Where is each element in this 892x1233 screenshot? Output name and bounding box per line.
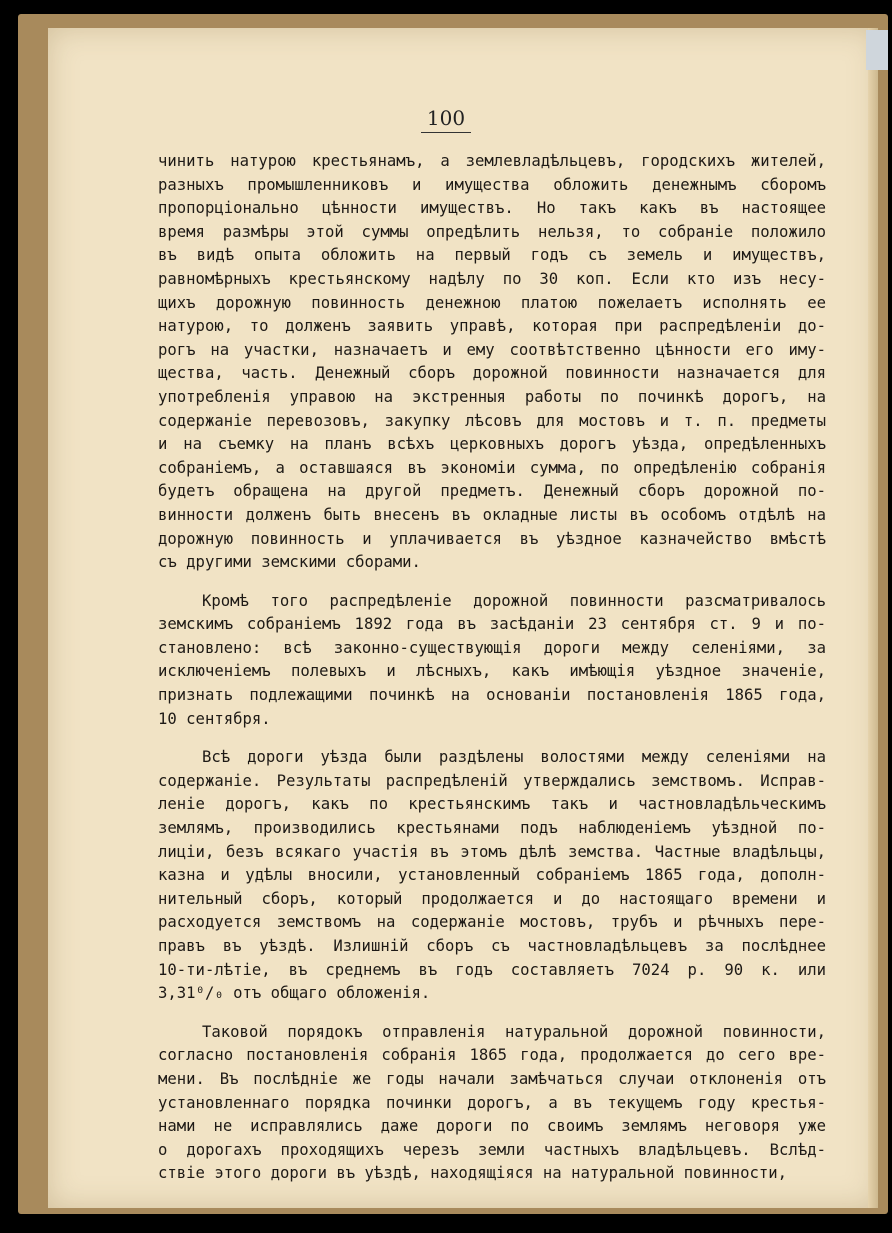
- text-line: Таковой порядокъ отправленія натуральной дорожной повинности,: [202, 1022, 826, 1041]
- text-line: о дорогахъ проходящихъ черезъ земли частныхъ владѣльцевъ. Вслѣд-: [158, 1140, 826, 1159]
- text-line: лиціи, безъ всякаго участія въ этомъ дѣлѣ земства. Частные владѣльцы,: [158, 842, 826, 861]
- text-line: будетъ обращена на другой предметъ. Денежный сборъ дорожной по-: [158, 482, 826, 501]
- text-line: винности долженъ быть внесенъ въ окладные листы въ особомъ отдѣлѣ на: [158, 505, 826, 524]
- text-line: рогъ на участки, назначаетъ и ему соотвѣтственно цѣнности его иму-: [158, 340, 826, 359]
- text-line: ствіе этого дороги въ уѣздѣ, находящіяся на натуральной повинности,: [158, 1164, 788, 1183]
- text-line: пропорціонально цѣнности имуществъ. Но такъ какъ въ настоящее: [158, 199, 826, 218]
- text-line: согласно постановленія собранія 1865 года, продолжается до сего вре-: [158, 1046, 826, 1065]
- text-line: Кромѣ того распредѣленіе дорожной повинности разсматривалось: [202, 591, 826, 610]
- text-line: щества, часть. Денежный сборъ дорожной повинности назначается для: [158, 364, 826, 383]
- text-line: Всѣ дороги уѣзда были раздѣлены волостями между селеніями на: [202, 748, 826, 767]
- text-line: 10 сентября.: [158, 709, 271, 728]
- text-line: содержаніе. Результаты распредѣленій утверждались земствомъ. Исправ-: [158, 771, 826, 790]
- text-line: и на съемку на планъ всѣхъ церковныхъ дорогъ уѣзда, опредѣленныхъ: [158, 435, 826, 454]
- page-tab: [866, 30, 888, 70]
- text-line: землямъ, производились крестьянами подъ наблюденіемъ уѣздной по-: [158, 819, 826, 838]
- text-line: употребленія управою на экстренныя работы по починкѣ дорогъ, на: [158, 387, 826, 406]
- text-line: становлено: всѣ законно-существующія дороги между селеніями, за: [158, 638, 826, 657]
- text-line: земскимъ собраніемъ 1892 года въ засѣданіи 23 сентября ст. 9 и по-: [158, 615, 826, 634]
- text-line: натурою, то долженъ заявить управѣ, которая при распредѣленіи до-: [158, 317, 826, 336]
- text-line: чинить натурою крестьянамъ, а землевладѣльцевъ, городскихъ жителей,: [158, 152, 826, 170]
- text-line: правъ въ уѣздѣ. Излишній сборъ съ частновладѣльцевъ за послѣднее: [158, 937, 826, 955]
- paragraph: [158, 150, 826, 575]
- text-line: щихъ дорожную повинность денежною платою пожелаетъ исполнять ее: [158, 293, 826, 312]
- text-line: равномѣрныхъ крестьянскому надѣлу по 30 коп. Если кто изъ несу-: [158, 269, 826, 288]
- text-line: 10-ти-лѣтіе, въ среднемъ въ годъ составляетъ 7024 р. 90 к. или: [158, 960, 826, 979]
- page-number: [0, 106, 892, 133]
- text-line: 3,31⁰/₀ отъ общаго обложенія.: [158, 984, 431, 1003]
- text-line: установленнаго порядка починки дорогъ, а въ текущемъ году крестья-: [158, 1093, 826, 1112]
- body-text: [158, 150, 826, 1186]
- paragraph: [158, 1021, 826, 1186]
- text-line: признать подлежащими починкѣ на основаніи постановленія 1865 года,: [158, 686, 826, 705]
- text-line: дорожную повинность и уплачивается въ уѣздное казначейство вмѣстѣ: [158, 529, 826, 548]
- text-line: разныхъ промышленниковъ и имущества обложить денежнымъ сборомъ: [158, 175, 826, 194]
- text-line: леніе дорогъ, какъ по крестьянскимъ такъ и частновладѣльческимъ: [158, 795, 826, 814]
- text-line: расходуется земствомъ на содержаніе мостовъ, трубъ и рѣчныхъ пере-: [158, 913, 826, 932]
- paragraph: [158, 746, 826, 1006]
- text-line: мени. Въ послѣдніе же годы начали замѣчаться случаи отклоненія отъ: [158, 1069, 826, 1088]
- text-line: содержаніе перевозовъ, закупку лѣсовъ для мостовъ и т. п. предметы: [158, 411, 826, 430]
- page-edge: [868, 28, 878, 1208]
- text-line: нительный сборъ, который продолжается и до настоящаго времени и: [158, 889, 826, 908]
- text-line: исключеніемъ полевыхъ и лѣсныхъ, какъ имѣющія уѣздное значеніе,: [158, 662, 826, 681]
- page-number-text: 100: [421, 106, 471, 133]
- text-line: нами не исправлялись даже дороги по своимъ землямъ неговоря уже: [158, 1117, 826, 1136]
- text-line: съ другими земскими сборами.: [158, 553, 421, 572]
- text-line: время размѣры этой суммы опредѣлить нельзя, то собраніе положило: [158, 222, 826, 241]
- paragraph: [158, 590, 826, 732]
- text-line: собраніемъ, а оставшаяся въ экономіи сумма, по опредѣленію собранія: [158, 458, 826, 477]
- text-line: въ видѣ опыта обложить на первый годъ съ земель и имуществъ,: [158, 246, 826, 265]
- text-line: казна и удѣлы вносили, установленный собраніемъ 1865 года, дополн-: [158, 866, 826, 885]
